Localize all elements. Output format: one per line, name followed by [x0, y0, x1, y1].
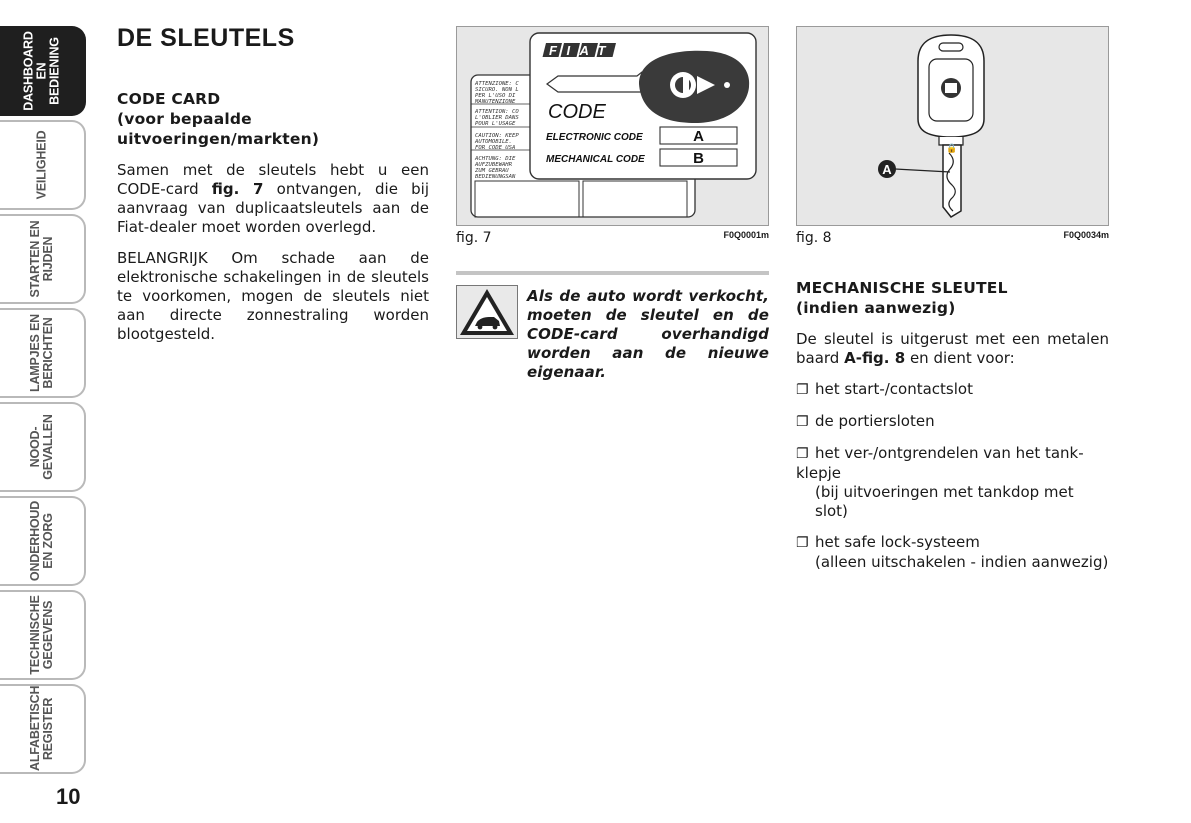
figure-8-key	[796, 26, 1109, 226]
heading-line: MECHANISCHE SLEUTEL	[796, 279, 1008, 297]
card-back-text: BEDIENUNGSAN	[475, 174, 516, 180]
tab-label: ONDERHOUD EN ZORG	[28, 500, 55, 582]
list-item-text: de portiersloten	[815, 412, 935, 430]
tab-onderhoud-en-zorg[interactable]	[0, 496, 86, 586]
key-illustration	[797, 27, 1108, 225]
tab-label: TECHNISCHE GEGEVENS	[28, 595, 55, 675]
paragraph-text: Samen met de sleutels hebt u een CODE-card	[117, 161, 429, 198]
code-card-illustration	[457, 27, 768, 225]
tab-label: NOOD- GEVALLEN	[28, 414, 55, 480]
figure-reference: A-fig. 8	[844, 349, 906, 367]
list-item	[796, 533, 1109, 572]
tab-label: ALFABETISCH REGISTER	[28, 685, 55, 771]
tab-label: LAMPJES EN BERICHTEN	[28, 314, 55, 392]
checkbox-icon: ❐	[796, 414, 809, 430]
tab-noodgevallen[interactable]	[0, 402, 86, 492]
tab-starten-en-rijden[interactable]	[0, 214, 86, 304]
tab-lampjes-en-berichten[interactable]	[0, 308, 86, 398]
electronic-code-value: A	[693, 128, 704, 145]
card-back-text: AUFZUBEWAHR	[475, 162, 513, 168]
list-item-text: het ver-/ontgrendelen van het tank-klepje	[796, 444, 1084, 482]
card-back-text: ATTENZIONE: C	[475, 81, 519, 87]
paragraph-text: ontvangen, die bij aanvraag van duplicaatsleutels aan de Fiat-dealer moet worden overlegd.	[117, 180, 430, 236]
list-item-text: het start-/contactslot	[815, 380, 973, 398]
callout-line	[895, 169, 950, 172]
checkbox-icon: ❐	[796, 535, 809, 551]
column-mechanical-key	[796, 26, 1109, 584]
mechanical-key-intro	[796, 330, 1109, 368]
code-card-paragraph	[117, 161, 429, 237]
section-title: DE SLEUTELS	[117, 24, 295, 52]
card-back-text: ACHTUNG: DIE	[475, 156, 516, 162]
list-item-text: het safe lock-systeem	[815, 533, 980, 551]
warning-note	[456, 285, 769, 395]
callout-label: A	[882, 162, 892, 177]
tab-label: DASHBOARD EN BEDIENING	[21, 31, 62, 111]
mechanical-code-value: B	[693, 150, 704, 167]
list-item	[796, 412, 1109, 432]
list-item	[796, 380, 1109, 400]
card-back-text: L'OBLIER DANS	[475, 115, 519, 121]
mechanical-code-label: MECHANICAL CODE	[546, 154, 645, 165]
tab-alfabetisch-register[interactable]	[0, 684, 86, 774]
card-back-text: CAUTION: KEEP	[475, 133, 519, 139]
card-back-text: FOR CODE USA	[475, 145, 516, 151]
code-card-heading	[117, 89, 429, 149]
divider	[456, 271, 769, 275]
card-back-text: MANUTENZIONE	[475, 99, 516, 105]
heading-line: uitvoeringen/markten)	[117, 130, 320, 148]
heading-line: CODE CARD	[117, 90, 221, 108]
heading-line: (indien aanwezig)	[796, 299, 956, 317]
list-item-note: (alleen uitschakelen - indien aanwezig)	[815, 553, 1109, 571]
tab-label: VEILIGHEID	[34, 130, 49, 200]
mechanical-key-heading	[796, 278, 1109, 318]
svg-text:FIAT: FIAT	[549, 43, 615, 58]
figure-code: F0Q0001m	[723, 230, 769, 240]
card-back-text: POUR L'USAGE	[475, 121, 516, 127]
card-title: CODE	[548, 101, 606, 123]
important-paragraph: BELANGRIJK Om schade aan de elektronische schakelingen in de sleutels te voorkomen, mogen de sleutels niet aan directe zonnestraling worden blootgesteld.	[117, 249, 429, 343]
figure-7-caption	[456, 228, 769, 248]
list-item-note: (bij uitvoeringen met tankdop met slot)	[815, 483, 1074, 520]
tab-veiligheid[interactable]	[0, 120, 86, 210]
warning-triangle-icon	[456, 285, 518, 339]
card-back-text: PER L'USO DI	[475, 93, 516, 99]
page-number: 10	[56, 784, 81, 809]
card-back-text: ATTENTION: CO	[475, 109, 519, 115]
column-code-card	[117, 24, 429, 344]
paragraph-text: en dient voor:	[905, 349, 1015, 367]
figure-label: fig. 8	[796, 230, 832, 246]
fiat-logo-icon	[543, 43, 616, 58]
card-back-text: AUTOMOBILE.	[475, 139, 513, 145]
figure-label: fig. 7	[456, 230, 492, 246]
tab-label: STARTEN EN RIJDEN	[28, 220, 55, 298]
figure-code: F0Q0034m	[1063, 230, 1109, 240]
column-figure-7	[456, 26, 769, 395]
card-back-text: ZUM GEBRAU	[475, 168, 509, 174]
card-back-text: SICURO. NON L	[475, 87, 519, 93]
heading-line: (voor bepaalde	[117, 110, 252, 128]
warning-text: Als de auto wordt verkocht, moeten de sleutel en de CODE-card overhandigd worden aan de nieuwe eigenaar.	[527, 287, 769, 381]
key-uses-list	[796, 380, 1109, 572]
figure-8-caption	[796, 228, 1109, 248]
list-item	[796, 444, 1109, 521]
figure-7-code-card	[456, 26, 769, 226]
tab-dashboard-en-bediening[interactable]	[0, 26, 86, 116]
checkbox-icon: ❐	[796, 382, 809, 398]
checkbox-icon: ❐	[796, 446, 809, 462]
lock-symbol-icon: 🔒	[946, 144, 958, 154]
paragraph-text: De sleutel is uitgerust met een metalen baard	[796, 330, 1109, 367]
figure-reference: fig. 7	[211, 180, 264, 198]
electronic-code-label: ELECTRONIC CODE	[546, 132, 643, 143]
tab-technische-gegevens[interactable]	[0, 590, 86, 680]
